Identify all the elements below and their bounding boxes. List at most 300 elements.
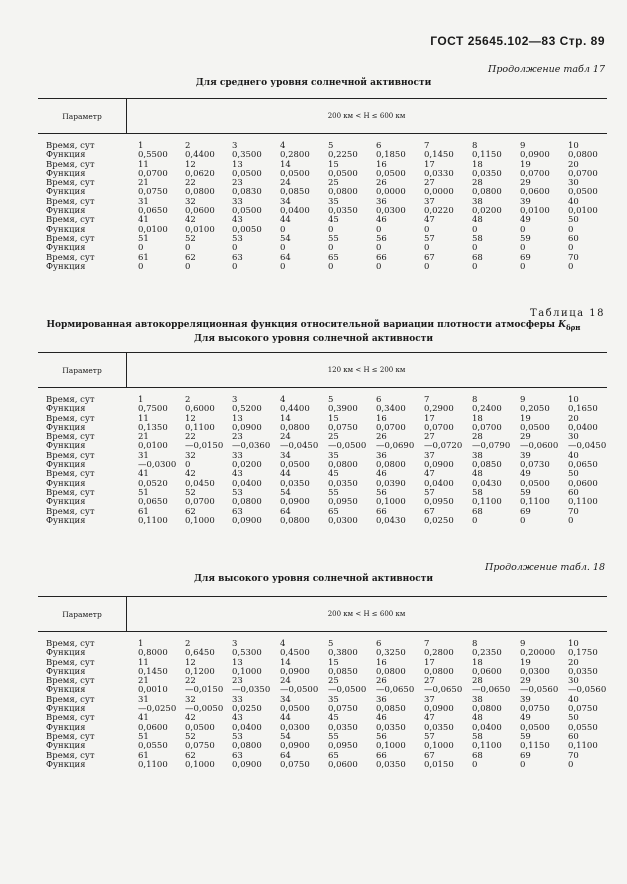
row-label: Функция <box>46 243 86 254</box>
table-cell: 0 <box>568 759 574 770</box>
table-cell: 15 <box>328 657 339 668</box>
table-cell: 59 <box>520 233 531 244</box>
table-cell: 27 <box>424 432 435 443</box>
table-cell: 54 <box>280 487 291 498</box>
table-cell: 0,0800 <box>376 460 406 471</box>
row-label: Время, сут <box>46 506 95 517</box>
table-cell: 0,0900 <box>424 704 454 715</box>
table-cell: 0,0390 <box>376 478 406 489</box>
table-cell: 0,1650 <box>568 404 598 415</box>
table-2-range-header: 120 км < H ≤ 200 км <box>327 366 406 374</box>
table-cell: 53 <box>232 731 243 742</box>
table-cell: 0,1100 <box>185 422 215 433</box>
table-cell: 0,0900 <box>280 497 310 508</box>
table-cell: 0,5300 <box>232 648 262 659</box>
table-cell: 0,1450 <box>424 150 454 161</box>
table-cell: 12 <box>185 657 196 668</box>
table-cell: —0,0360 <box>232 441 271 452</box>
table-cell: —0,0560 <box>568 685 607 696</box>
table-cell: 15 <box>328 413 339 424</box>
table-cell: 0,2800 <box>424 648 454 659</box>
table-cell: 0 <box>185 243 191 254</box>
table-cell: 3 <box>232 639 238 649</box>
table-cell: 9 <box>520 639 526 649</box>
table-cell: 0,0100 <box>568 206 598 217</box>
table-cell: 0,0100 <box>138 224 168 235</box>
table-cell: 23 <box>232 178 243 189</box>
table-18-title-text: Нормированная автокорреляционная функция относительной вариации плотности атмосферы <box>46 320 556 330</box>
table-cell: 66 <box>376 750 387 761</box>
table-cell: 0,0900 <box>232 759 262 770</box>
table-cell: 0,0900 <box>232 422 262 433</box>
table-cell: 4 <box>280 395 286 405</box>
table-cell: 55 <box>328 487 339 498</box>
table-cell: 0 <box>280 261 286 272</box>
table-cell: 0 <box>520 224 526 235</box>
table-cell: 3 <box>232 141 238 151</box>
table-cell: 33 <box>232 694 243 705</box>
table-cell: 67 <box>424 750 435 761</box>
table-cell: 0,0400 <box>280 206 310 217</box>
table-cell: 0 <box>376 261 382 272</box>
table-cell: 58 <box>472 233 483 244</box>
table-cell: 20 <box>568 657 579 668</box>
table-cell: 27 <box>424 676 435 687</box>
table-cell: 40 <box>568 196 579 207</box>
row-label: Время, сут <box>46 676 95 687</box>
table-cell: 46 <box>376 713 387 724</box>
table-cell: 5 <box>328 395 334 405</box>
table-cell: 0,0800 <box>328 460 358 471</box>
table-cell: 0,0300 <box>280 722 310 733</box>
row-label: Функция <box>46 666 86 677</box>
table-cell: 32 <box>185 450 196 461</box>
table-cell: 36 <box>376 450 387 461</box>
table-cell: 13 <box>232 413 243 424</box>
table-cell: 26 <box>376 432 387 443</box>
table-cell: 19 <box>520 413 531 424</box>
table-cell: 54 <box>280 233 291 244</box>
table-cell: 0 <box>424 224 430 235</box>
table-cell: 10 <box>568 395 579 405</box>
table-cell: 0,0800 <box>568 150 598 161</box>
table-cell: 0,1350 <box>138 422 168 433</box>
table-cell: 28 <box>472 178 483 189</box>
table-cell: 61 <box>138 750 149 761</box>
table-cell: 0,0250 <box>232 704 262 715</box>
table-cell: 53 <box>232 233 243 244</box>
table-cell: 13 <box>232 657 243 668</box>
table-cell: 0,0750 <box>520 704 550 715</box>
table-cell: 0,0800 <box>232 741 262 752</box>
table-cell: 0 <box>472 261 478 272</box>
table-cell: 0,2050 <box>520 404 550 415</box>
table-cell: 29 <box>520 432 531 443</box>
table-cell: 27 <box>424 178 435 189</box>
table-cell: 8 <box>472 395 478 405</box>
table-cell: 25 <box>328 676 339 687</box>
table-cell: 0,0450 <box>185 478 215 489</box>
table-cell: 63 <box>232 252 243 263</box>
table-cell: 8 <box>472 141 478 151</box>
table-cell: 47 <box>424 713 435 724</box>
table-cell: 35 <box>328 196 339 207</box>
table-cell: 0,1000 <box>376 497 406 508</box>
table-cell: 7 <box>424 639 430 649</box>
table-cell: 0,1000 <box>376 741 406 752</box>
table-cell: 0,0400 <box>472 722 502 733</box>
table-cell: —0,0560 <box>520 685 559 696</box>
table-cell: 35 <box>328 450 339 461</box>
table-cell: 42 <box>185 469 196 480</box>
table-cell: —0,0650 <box>472 685 511 696</box>
table-cell: —0,0650 <box>424 685 463 696</box>
row-label: Время, сут <box>46 233 95 244</box>
table-cell: 66 <box>376 506 387 517</box>
table-cell: 2 <box>185 639 191 649</box>
table-cell: 0,0950 <box>328 497 358 508</box>
table-cell: 55 <box>328 233 339 244</box>
table-cell: 43 <box>232 469 243 480</box>
row-label: Функция <box>46 150 86 161</box>
table-cell: 11 <box>138 159 149 170</box>
table-cell: 31 <box>138 196 149 207</box>
table-cell: 0,0500 <box>520 722 550 733</box>
table-cell: 30 <box>568 178 579 189</box>
table-1-header <box>38 99 607 133</box>
table-cell: 17 <box>424 159 435 170</box>
table-cell: 0,0350 <box>376 759 406 770</box>
table-cell: 24 <box>280 432 291 443</box>
table-cell: 0,0600 <box>520 187 550 198</box>
table-cell: 0,0000 <box>376 187 406 198</box>
table-cell: 69 <box>520 750 531 761</box>
table-cell: 10 <box>568 141 579 151</box>
table-cell: 0,0850 <box>280 187 310 198</box>
table-cell: 9 <box>520 395 526 405</box>
table-cell: 56 <box>376 731 387 742</box>
table-cell: —0,0300 <box>138 460 177 471</box>
table-cell: 0,0600 <box>138 722 168 733</box>
table-cell: 0 <box>328 261 334 272</box>
table-cell: —0,0450 <box>568 441 607 452</box>
table-cell: 0,0700 <box>138 168 168 179</box>
table-cell: —0,0150 <box>185 441 224 452</box>
table-cell: 54 <box>280 731 291 742</box>
table-cell: 42 <box>185 215 196 226</box>
table-cell: 0 <box>280 243 286 254</box>
table-cell: 0 <box>568 243 574 254</box>
table-cell: 0,2250 <box>328 150 358 161</box>
table-cell: 43 <box>232 215 243 226</box>
table-cell: 0,0700 <box>472 422 502 433</box>
table-cell: 11 <box>138 413 149 424</box>
table-cell: 25 <box>328 432 339 443</box>
row-label: Функция <box>46 722 86 733</box>
kappa-letter: K <box>558 320 566 330</box>
table-cell: 0,1100 <box>568 497 598 508</box>
table-cell: 2 <box>185 141 191 151</box>
table-cell: 0,2900 <box>424 404 454 415</box>
table-cell: 0,0500 <box>232 168 262 179</box>
table-cell: 0,0850 <box>376 704 406 715</box>
table-cell: 24 <box>280 676 291 687</box>
table-cell: 13 <box>232 159 243 170</box>
table-cell: 0 <box>280 224 286 235</box>
table-cell: —0,0600 <box>520 441 559 452</box>
row-label: Время, сут <box>46 159 95 170</box>
table-cell: 12 <box>185 413 196 424</box>
table-cell: 0,3250 <box>376 648 406 659</box>
table-cell: 0,0800 <box>328 187 358 198</box>
table-cell: 20 <box>568 159 579 170</box>
table-cell: 65 <box>328 506 339 517</box>
table-cell: 70 <box>568 750 579 761</box>
table-cell: 0,0950 <box>328 741 358 752</box>
table-cell: 69 <box>520 506 531 517</box>
table-cell: 0 <box>185 460 191 471</box>
table-cell: 56 <box>376 487 387 498</box>
table-cell: 68 <box>472 252 483 263</box>
table-cell: 0,1100 <box>568 741 598 752</box>
table-cell: 21 <box>138 676 149 687</box>
table-cell: 0,0220 <box>424 206 454 217</box>
table-cell: 0,0700 <box>520 168 550 179</box>
table-cell: 0,0750 <box>568 704 598 715</box>
table-cell: 0,0650 <box>138 497 168 508</box>
table-1-header-rule <box>38 133 607 134</box>
table-cell: 17 <box>424 657 435 668</box>
table-2-body <box>46 396 606 526</box>
table-cell: 0,0500 <box>328 168 358 179</box>
table-cell: 0,2350 <box>472 648 502 659</box>
table-cell: 0,0750 <box>138 187 168 198</box>
table-cell: 44 <box>280 713 291 724</box>
table-cell: 0 <box>472 759 478 770</box>
table-cell: 51 <box>138 731 149 742</box>
table-cell: 0,0900 <box>280 741 310 752</box>
table-cell: 52 <box>185 487 196 498</box>
table-cell: —0,0500 <box>280 685 319 696</box>
table-cell: 0,0350 <box>280 478 310 489</box>
row-label: Время, сут <box>46 413 95 424</box>
table-cell: 10 <box>568 639 579 649</box>
table-cell: 0,0100 <box>185 224 215 235</box>
table-cell: 15 <box>328 159 339 170</box>
table-cell: 45 <box>328 215 339 226</box>
table-cell: 0,1150 <box>520 741 550 752</box>
table-cell: 0,0350 <box>376 722 406 733</box>
table-cell: 52 <box>185 731 196 742</box>
table-row <box>46 263 606 272</box>
table-cell: 44 <box>280 469 291 480</box>
table-cell: 0,0700 <box>185 497 215 508</box>
row-label: Время, сут <box>46 215 95 226</box>
table-cell: 0,6450 <box>185 648 215 659</box>
table-2-param-header: Параметр <box>38 353 127 387</box>
table-cell: 69 <box>520 252 531 263</box>
table-cell: 0,0750 <box>280 759 310 770</box>
row-label: Функция <box>46 441 86 452</box>
table-cell: 0,0300 <box>520 666 550 677</box>
table-cell: 9 <box>520 141 526 151</box>
table-cell: 2 <box>185 395 191 405</box>
table-cell: 0,0650 <box>138 206 168 217</box>
table-cell: 0,0620 <box>185 168 215 179</box>
table-cell: 29 <box>520 676 531 687</box>
table-cell: 0,0350 <box>568 666 598 677</box>
table-cell: 34 <box>280 450 291 461</box>
table-cell: 48 <box>472 469 483 480</box>
table-cell: 49 <box>520 713 531 724</box>
table-cell: 64 <box>280 252 291 263</box>
table-cell: 0,0700 <box>424 422 454 433</box>
table-cell: 0 <box>138 243 144 254</box>
table-cell: 0,0500 <box>568 187 598 198</box>
row-label: Время, сут <box>46 731 95 742</box>
table-cell: 7 <box>424 141 430 151</box>
table-cell: 0,0800 <box>376 666 406 677</box>
table-cell: 1 <box>138 141 144 151</box>
page-header: ГОСТ 25645.102—83 Стр. 89 <box>430 34 605 48</box>
table-cell: 22 <box>185 676 196 687</box>
table-cell: 70 <box>568 252 579 263</box>
table-cell: 56 <box>376 233 387 244</box>
table-cell: 60 <box>568 731 579 742</box>
table-18-title <box>0 320 627 332</box>
table-cell: 0,0500 <box>232 206 262 217</box>
row-label: Функция <box>46 478 86 489</box>
table-cell: 0 <box>472 224 478 235</box>
table-cell: 5 <box>328 639 334 649</box>
table-cell: 22 <box>185 432 196 443</box>
table-cell: 0,3400 <box>376 404 406 415</box>
row-label: Время, сут <box>46 395 95 405</box>
table-cell: 0,3800 <box>328 648 358 659</box>
table-cell: 0,0900 <box>280 666 310 677</box>
table-cell: 36 <box>376 694 387 705</box>
table-3-header <box>38 597 607 631</box>
row-label: Функция <box>46 704 86 715</box>
table-cell: 0,0700 <box>376 422 406 433</box>
table-cell: 0 <box>568 224 574 235</box>
table-cell: 0 <box>472 515 478 526</box>
table-cell: 30 <box>568 432 579 443</box>
table-cell: 62 <box>185 252 196 263</box>
table-cell: 0,0350 <box>328 206 358 217</box>
row-label: Время, сут <box>46 694 95 705</box>
row-label: Функция <box>46 741 86 752</box>
table-cell: 0,0950 <box>424 497 454 508</box>
table-cell: 0,20000 <box>520 648 556 659</box>
table-cell: 37 <box>424 196 435 207</box>
row-label: Функция <box>46 261 86 272</box>
table-cell: 0,0800 <box>424 666 454 677</box>
table-cell: 0,0100 <box>138 441 168 452</box>
table-cell: 0,0750 <box>185 741 215 752</box>
table-cell: 0,1450 <box>138 666 168 677</box>
table-cell: 36 <box>376 196 387 207</box>
table-cell: 0,0500 <box>520 478 550 489</box>
table-cell: 0,1750 <box>568 648 598 659</box>
row-label: Время, сут <box>46 178 95 189</box>
table-cell: 40 <box>568 694 579 705</box>
table-cell: 0,0550 <box>138 741 168 752</box>
table-cell: 40 <box>568 450 579 461</box>
table-cell: 0,0100 <box>520 206 550 217</box>
table-cell: 46 <box>376 469 387 480</box>
table-cell: 0 <box>472 243 478 254</box>
table-cell: 0,1100 <box>520 497 550 508</box>
table-cell: 60 <box>568 487 579 498</box>
table-cell: 0,1000 <box>424 741 454 752</box>
table-cell: 66 <box>376 252 387 263</box>
table-cell: 41 <box>138 713 149 724</box>
row-label: Время, сут <box>46 469 95 480</box>
table-cell: 14 <box>280 159 291 170</box>
table-cell: 7 <box>424 395 430 405</box>
row-label: Функция <box>46 422 86 433</box>
table-cell: 60 <box>568 233 579 244</box>
table-cell: 0,3500 <box>232 150 262 161</box>
table-cell: 0,0430 <box>376 515 406 526</box>
table-cell: 32 <box>185 694 196 705</box>
table-cell: 0,0200 <box>472 206 502 217</box>
row-label: Время, сут <box>46 750 95 761</box>
table-cell: 0,0000 <box>424 187 454 198</box>
table-cell: 0 <box>520 759 526 770</box>
table-cell: 41 <box>138 215 149 226</box>
table-cell: 32 <box>185 196 196 207</box>
table-cell: 0,0650 <box>568 460 598 471</box>
table-cell: 0,1000 <box>185 759 215 770</box>
row-label: Функция <box>46 515 86 526</box>
table-cell: —0,0250 <box>138 704 177 715</box>
table-cell: 50 <box>568 713 579 724</box>
table-1-param-header: Параметр <box>38 99 127 133</box>
table-2-header <box>38 353 607 387</box>
table-cell: 50 <box>568 469 579 480</box>
table-cell: 0,8000 <box>138 648 168 659</box>
table-cell: 0,0600 <box>185 206 215 217</box>
table-cell: 0 <box>328 243 334 254</box>
table-cell: 0,3900 <box>328 404 358 415</box>
table-cell: 0,0600 <box>328 759 358 770</box>
table-cell: 0,0850 <box>328 666 358 677</box>
table-cell: 0,1200 <box>185 666 215 677</box>
row-label: Функция <box>46 460 86 471</box>
table-cell: 0,0500 <box>520 422 550 433</box>
table-cell: 0,0500 <box>185 722 215 733</box>
table-cell: —0,0690 <box>376 441 415 452</box>
table-cell: 0,1100 <box>472 497 502 508</box>
table-cell: 0,0800 <box>280 422 310 433</box>
table-cell: 0 <box>376 224 382 235</box>
table-cell: 63 <box>232 506 243 517</box>
row-label: Время, сут <box>46 487 95 498</box>
table-cell: 0,1000 <box>232 666 262 677</box>
table-cell: 26 <box>376 178 387 189</box>
table-cell: 61 <box>138 252 149 263</box>
table-cell: 0,0750 <box>328 422 358 433</box>
table-cell: 0,0430 <box>472 478 502 489</box>
table-cell: 53 <box>232 487 243 498</box>
table-cell: 0,0350 <box>424 722 454 733</box>
table-cell: 44 <box>280 215 291 226</box>
table-cell: 0,0600 <box>568 478 598 489</box>
table-cell: 65 <box>328 252 339 263</box>
table-cell: —0,0720 <box>424 441 463 452</box>
